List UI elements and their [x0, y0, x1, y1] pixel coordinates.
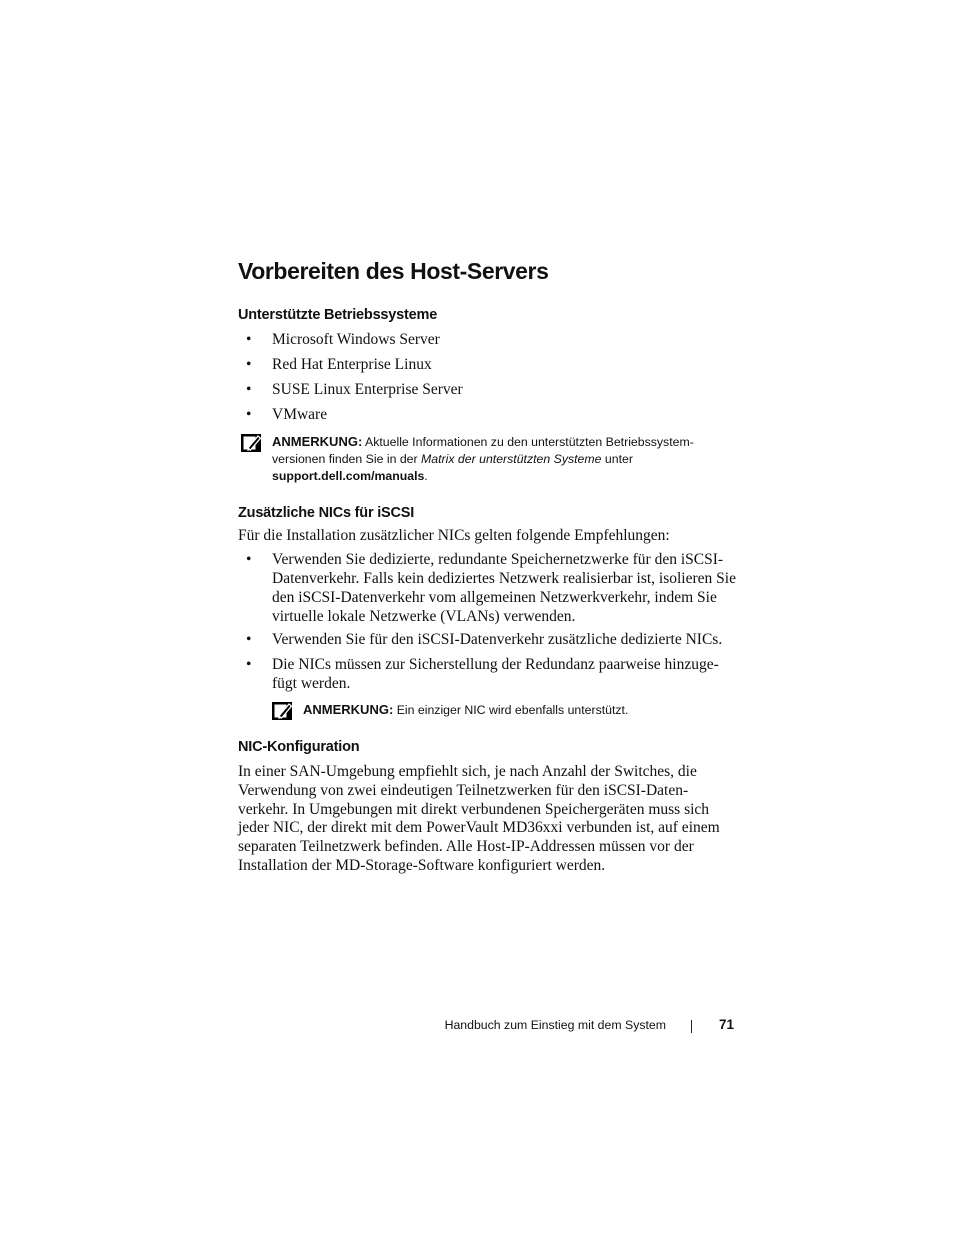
section-heading-additional-nics: Zusätzliche NICs für iSCSI: [238, 504, 415, 521]
page-footer: [0, 1015, 954, 1035]
bullet: •: [246, 356, 252, 373]
note-pencil-icon: [271, 701, 293, 721]
note-os-matrix: ANMERKUNG: Aktuelle Informationen zu den unterstützten Betriebssystem-versionen finden Sie in der Matrix der unterstützten Systeme unter support.dell.com/manuals.: [238, 433, 742, 485]
bullet: •: [246, 631, 252, 649]
os-list: [238, 331, 738, 425]
list-item: • Die NICs müssen zur Sicherstellung der Redundanz paarweise hinzuge-fügt werden.: [246, 655, 719, 692]
bullet: •: [246, 406, 252, 423]
list-item: • Red Hat Enterprise Linux: [246, 356, 432, 373]
bullet: •: [246, 655, 252, 673]
note-pencil-icon: [240, 433, 262, 453]
list-item: • SUSE Linux Enterprise Server: [246, 381, 463, 398]
list-item: • Verwenden Sie dedizierte, redundante Speichernetzwerke für den iSCSI-Datenverkehr. Falls kein dediziertes Netzwerk realisierbar ist, isolieren Sie den iSCSI-Datenverkehr vom allgemeinen Netzwerkverkehr, indem Sie virtuelle lokale Netzwerke (VLANs) verwenden.: [246, 551, 736, 625]
bullet: •: [246, 551, 252, 569]
nics-intro: Für die Installation zusätzlicher NICs gelten folgende Empfehlungen:: [238, 526, 670, 544]
footer-title: Handbuch zum Einstieg mit dem System: [444, 1018, 666, 1032]
nic-configuration-paragraph: In einer SAN-Umgebung empfiehlt sich, je nach Anzahl der Switches, die Verwendung von zwei eindeutigen Teilnetzwerken für den iSCSI-Daten-verkehr. In Umgebungen mit direkt verbundenen Speichergeräten muss sich jeder NIC, der direkt mit dem PowerVault MD36xxi verbunden ist, auf einem separaten Teilnetzwerk befinden. Alle Host-IP-Addressen müssen vor der Installation der MD-Storage-Software konfiguriert werden.: [238, 763, 720, 874]
section-heading-nic-configuration: NIC-Konfiguration: [238, 739, 360, 756]
support-link[interactable]: support.dell.com/manuals: [272, 468, 425, 483]
section-heading-operating-systems: Unterstützte Betriebssysteme: [238, 307, 438, 323]
nic-recommendations-list: [238, 551, 738, 693]
page-title: Vorbereiten des Host-Servers: [238, 258, 549, 284]
footer-separator: [691, 1020, 692, 1033]
list-item: • VMware: [246, 406, 328, 423]
note-single-nic: ANMERKUNG: Ein einziger NIC wird ebenfalls unterstützt.: [269, 701, 743, 719]
bullet: •: [246, 381, 252, 398]
list-item: • Microsoft Windows Server: [246, 331, 440, 348]
bullet: •: [246, 331, 252, 348]
list-item: • Verwenden Sie für den iSCSI-Datenverkehr zusätzliche dedizierte NICs.: [246, 631, 723, 649]
page-content: [238, 253, 738, 876]
page-number: 71: [719, 1017, 735, 1032]
